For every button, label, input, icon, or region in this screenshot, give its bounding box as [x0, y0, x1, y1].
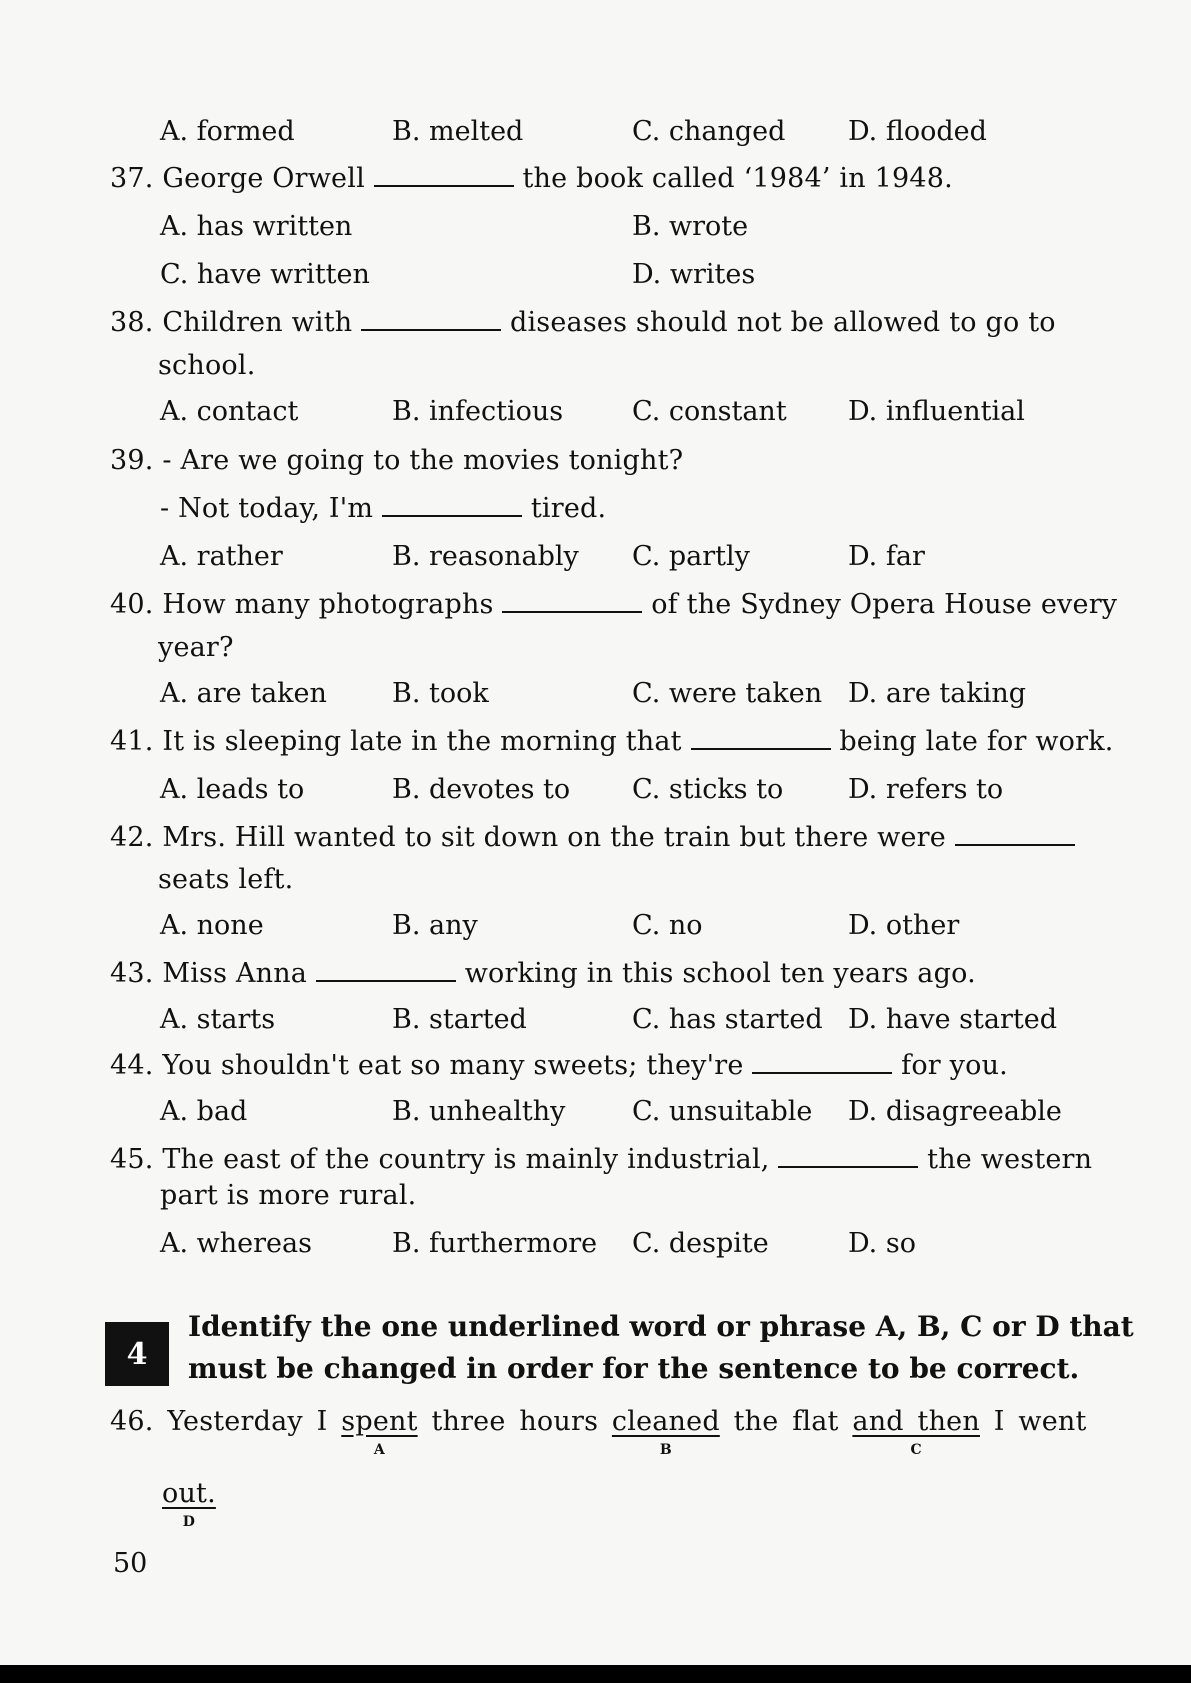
underline-label: D	[182, 1514, 196, 1530]
section-instruction-line1: Identify the one underlined word or phrase A, B, C or D that	[188, 1310, 1134, 1343]
option-c: C. partly	[632, 541, 750, 572]
option-d: D. influential	[848, 396, 1025, 427]
question-number: 42.	[110, 822, 154, 853]
scan-border	[0, 1665, 1191, 1683]
option-c: C. have written	[160, 259, 370, 290]
question-number: 43.	[110, 958, 154, 989]
option-c: C. sticks to	[632, 774, 784, 805]
option-d: D. disagreeable	[848, 1096, 1062, 1127]
option-a: A. contact	[160, 396, 299, 427]
option-a: A. are taken	[160, 678, 327, 709]
answer-blank	[502, 589, 642, 613]
option-b: B. infectious	[392, 396, 564, 427]
option-b: B. furthermore	[392, 1228, 598, 1259]
option-a: A. none	[160, 910, 264, 941]
option-b: B. started	[392, 1004, 527, 1035]
question-text: Mrs. Hill wanted to sit down on the train but there were	[162, 822, 946, 853]
question-text: tired.	[530, 493, 607, 524]
option-a: A. bad	[160, 1096, 248, 1127]
question-text: the flat	[733, 1406, 839, 1437]
option-b: B. melted	[392, 116, 524, 147]
option-a: A. leads to	[160, 774, 305, 805]
question-continuation: part is more rural.	[160, 1180, 417, 1211]
option-b: B. unhealthy	[392, 1096, 566, 1127]
underlined-phrase-b: cleaned B	[611, 1406, 720, 1458]
question-text: George Orwell	[162, 163, 365, 194]
question-text: I went	[993, 1406, 1087, 1437]
question-text: the western	[927, 1144, 1093, 1175]
question-number: 44.	[110, 1050, 154, 1081]
question-text: for you.	[901, 1050, 1008, 1081]
underlined-phrase-a: spent A	[341, 1406, 418, 1458]
option-c: C. were taken	[632, 678, 823, 709]
answer-blank	[382, 493, 522, 517]
option-c: C. unsuitable	[632, 1096, 813, 1127]
question-text: Miss Anna	[162, 958, 308, 989]
question-number: 46.	[110, 1406, 154, 1437]
option-d: D. writes	[632, 259, 756, 290]
answer-blank	[752, 1050, 892, 1074]
answer-blank	[361, 307, 501, 331]
option-a: A. formed	[160, 116, 295, 147]
question-number: 41.	[110, 726, 154, 757]
answer-blank	[955, 822, 1075, 846]
option-a: A. starts	[160, 1004, 276, 1035]
option-b: B. any	[392, 910, 478, 941]
question-continuation: school.	[158, 350, 256, 381]
question-text: - Not today, I'm	[160, 493, 374, 524]
option-a: A. rather	[160, 541, 283, 572]
question-text: Children with	[162, 307, 353, 338]
option-b: B. took	[392, 678, 489, 709]
question-continuation: seats left.	[158, 864, 294, 895]
option-c: C. has started	[632, 1004, 823, 1035]
option-b: B. reasonably	[392, 541, 579, 572]
question-text: working in this school ten years ago.	[464, 958, 976, 989]
option-d: D. so	[848, 1228, 916, 1259]
question-text: three hours	[431, 1406, 599, 1437]
question-text: being late for work.	[839, 726, 1114, 757]
option-c: C. constant	[632, 396, 787, 427]
underlined-phrase-c: and then C	[852, 1406, 980, 1458]
question-text: How many photographs	[162, 589, 494, 620]
question-text: You shouldn't eat so many sweets; they're	[162, 1050, 744, 1081]
question-text: It is sleeping late in the morning that	[162, 726, 682, 757]
answer-blank	[374, 163, 514, 187]
section-instruction-line2: must be changed in order for the sentence to be correct.	[188, 1352, 1080, 1385]
underline-label: A	[373, 1442, 385, 1458]
question-text: The east of the country is mainly industrial,	[162, 1144, 770, 1175]
question-text: Yesterday I	[167, 1406, 328, 1437]
option-d: D. far	[848, 541, 925, 572]
option-d: D. are taking	[848, 678, 1027, 709]
answer-blank	[316, 958, 456, 982]
option-d: D. other	[848, 910, 960, 941]
underlined-phrase-d: out. D	[162, 1478, 216, 1530]
option-c: C. changed	[632, 116, 786, 147]
option-a: A. has written	[160, 211, 353, 242]
section-number-badge: 4	[105, 1322, 169, 1386]
question-text: diseases should not be allowed to go to	[509, 307, 1056, 338]
question-text: of the Sydney Opera House every	[651, 589, 1118, 620]
option-b: B. devotes to	[392, 774, 571, 805]
question-text: - Are we going to the movies tonight?	[162, 445, 684, 476]
option-d: D. flooded	[848, 116, 987, 147]
option-d: D. refers to	[848, 774, 1004, 805]
option-d: D. have started	[848, 1004, 1057, 1035]
question-number: 45.	[110, 1144, 154, 1175]
underline-label: B	[659, 1442, 672, 1458]
option-a: A. whereas	[160, 1228, 312, 1259]
question-number: 40.	[110, 589, 154, 620]
answer-blank	[778, 1144, 918, 1168]
underline-label: C	[910, 1442, 922, 1458]
option-c: C. despite	[632, 1228, 769, 1259]
answer-blank	[691, 726, 831, 750]
question-number: 37.	[110, 163, 154, 194]
question-continuation: year?	[158, 632, 234, 663]
question-text: the book called ‘1984’ in 1948.	[522, 163, 953, 194]
option-c: C. no	[632, 910, 703, 941]
question-number: 38.	[110, 307, 154, 338]
page-number: 50	[113, 1548, 148, 1579]
option-b: B. wrote	[632, 211, 749, 242]
question-number: 39.	[110, 445, 154, 476]
